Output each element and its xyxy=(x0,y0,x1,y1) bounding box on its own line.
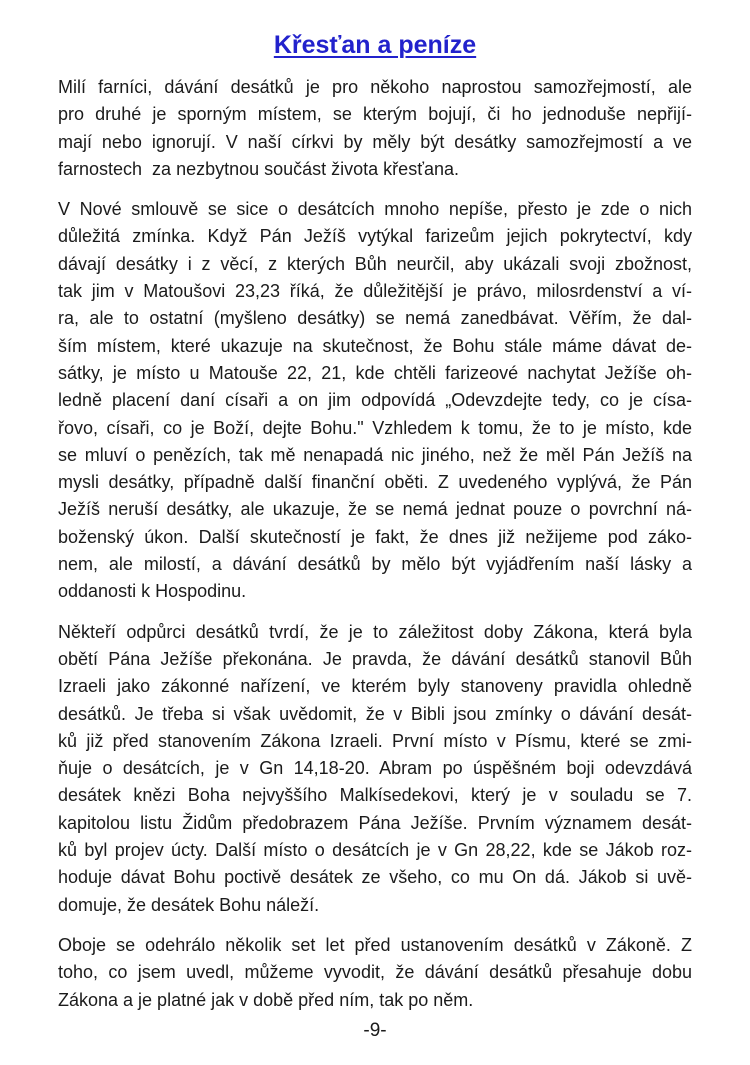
text-line: Milí farníci, dávání desátků je pro někoho naprostou samozřejmostí, ale xyxy=(58,77,692,97)
paragraph xyxy=(58,196,692,605)
text-line: domuje, že desátek Bohu náleží. xyxy=(58,894,320,915)
text-line: Izraeli jako zákonné nařízení, ve kterém byly stanoveny pravidla ohledně xyxy=(58,676,692,697)
page-title xyxy=(58,28,692,62)
page-title-text: Křesťan a peníze xyxy=(273,31,477,59)
text-line: desátek knězi Boha nejvyššího Malkísedekovi, který je v souladu se 7. xyxy=(58,785,692,806)
text-line: toho, co jsem uvedl, můžeme vyvodit, že dávání desátků přesahuje dobu xyxy=(58,962,692,983)
text-line: Oboje se odehrálo několik set let před ustanovením desátků v Zákoně. Z xyxy=(58,934,692,955)
text-line: ňuje o desátcích, je v Gn 14,18-20. Abram po úspěšném boji odevzdává xyxy=(58,758,692,779)
text-line: pro druhé je sporným místem, se kterým bojují, či ho jednoduše nepřijí- xyxy=(58,104,692,125)
text-line: obětí Pána Ježíše překonána. Je pravda, že dávání desátků stanovil Bůh xyxy=(58,648,692,669)
paragraph xyxy=(58,74,692,183)
text-line: kapitolou listu Židům předobrazem Pána Ježíše. Prvním významem desát- xyxy=(58,812,692,833)
text-line: desátků. Je třeba si však uvědomit, že v Bibli jsou zmínky o dávání desát- xyxy=(58,703,692,724)
text-line: mysli desátky, případně další finanční oběti. Z uvedeného vyplývá, že Pán xyxy=(58,472,692,493)
text-line: V Nové smlouvě se sice o desátcích mnoho nepíše, přesto je zde o nich xyxy=(58,199,692,220)
text-line: tak jim v Matoušovi 23,23 říká, že důležitější je právo, milosrdenství a ví- xyxy=(58,281,692,302)
text-line: boženský úkon. Další skutečností je fakt, že dnes již nežijeme pod záko- xyxy=(58,526,692,547)
paragraph xyxy=(58,932,692,1014)
text-line: nem, ale milostí, a dávání desátků by mělo být vyjádřením naší lásky a xyxy=(58,554,692,575)
text-line: Zákona a je platné jak v době před ním, tak po něm. xyxy=(58,989,474,1010)
text-line: řovo, císaři, co je Boží, dejte Bohu." Vzhledem k tomu, že to je místo, kde xyxy=(58,417,692,438)
text-line: farnostech za nezbytnou součást života křesťana. xyxy=(58,158,459,179)
paragraph xyxy=(58,619,692,919)
text-line: oddanosti k Hospodinu. xyxy=(58,581,247,602)
text-line: se mluví o penězích, tak mě nenapadá nic jiného, než že měl Pán Ježíš na xyxy=(58,444,692,465)
text-line: ků byl projev úcty. Další místo o desátcích je v Gn 28,22, kde se Jákob roz- xyxy=(58,840,692,861)
text-line: Ježíš neruší desátky, ale ukazuje, že se nemá jednat pouze o povrchní ná- xyxy=(58,499,692,520)
text-line: mají nebo ignorují. V naší církvi by měly být desátky samozřejmostí a ve xyxy=(58,131,692,152)
text-line: důležitá zmínka. Když Pán Ježíš vytýkal farizeům jejich pokrytectví, kdy xyxy=(58,226,692,247)
text-line: sátky, je místo u Matouše 22, 21, kde chtěli farizeové nachytat Ježíše oh- xyxy=(58,362,692,383)
text-line: dávají desátky i z věcí, z kterých Bůh neurčil, aby ukázali svoji zbožnost, xyxy=(58,253,692,274)
page-number: -9- xyxy=(363,1020,387,1041)
text-line: ším místem, které ukazuje na skutečnost, že Bohu stále máme dávat de- xyxy=(58,335,692,356)
body-text xyxy=(58,74,692,1014)
text-line: ků již před stanovením Zákona Izraeli. První místo v Písmu, které se zmi- xyxy=(58,730,692,751)
text-line: ledně placení daní císaři a on jim odpovídá „Odevzdejte tedy, co je císa- xyxy=(58,390,692,411)
text-line: Někteří odpůrci desátků tvrdí, že je to záležitost doby Zákona, která byla xyxy=(58,621,692,642)
text-line: hoduje dávat Bohu poctivě desátek ze všeho, co mu On dá. Jákob si uvě- xyxy=(58,867,692,888)
text-line: ra, ale to ostatní (myšleno desátky) se nemá zanedbávat. Věřím, že dal- xyxy=(58,308,692,329)
